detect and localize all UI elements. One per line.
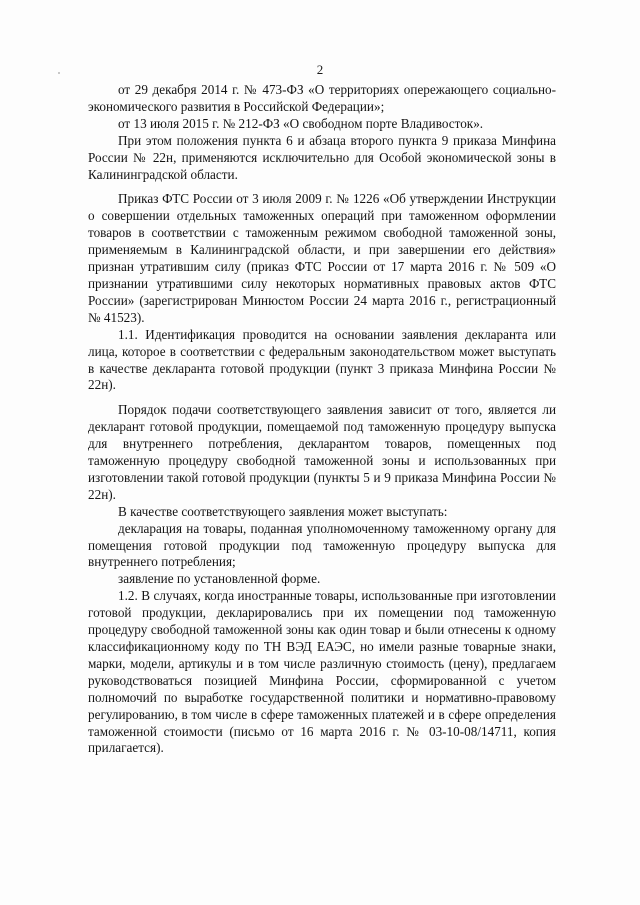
paragraph-law-473: от 29 декабря 2014 г. № 473-ФЗ «О территориях опережающего социально-экономического развития в Российской Федерации»; (88, 82, 556, 114)
paragraph-special-zone: При этом положения пункта 6 и абзаца второго пункта 9 приказа Минфина России № 22н, применяются исключительно для Особой экономической зоны в Калининградской области. (88, 132, 556, 182)
paragraph-item-1-2: 1.2. В случаях, когда иностранные товары, использованные при изготовлении готовой продукции, декларировались при их помещении под таможенную процедуру свободной таможенной зоны как один товар и были отнесены к одному классификационному коду по ТН ВЭД ЕАЭС, но имели разные товарные знаки, марки, модели, артикулы и в том числе различную стоимость (цену), предлагаем руководствоваться позицией Минфина России, сформированной с учетом полномочий по выработке государственной политики и нормативно-правовому регулированию, в том числе в сфере таможенных платежей и в сфере определения таможенной стоимости (письмо от 16 марта 2016 г. № 03-10-08/14711, копия прилагается). (88, 588, 556, 756)
paragraph-goods-declaration: декларация на товары, поданная уполномоченному таможенному органу для помещения готовой продукции под таможенную процедуру выпуска для внутреннего потребления; (88, 520, 556, 570)
paragraph-fts-order: Приказ ФТС России от 3 июля 2009 г. № 1226 «Об утверждении Инструкции о совершении отдельных таможенных операций при таможенном оформлении товаров в соответствии с таможенным режимом свободной таможенной зоны, применяемым в Калининградской области, и при завершении его действия» признан утратившим силу (приказ ФТС России от 17 марта 2016 г. № 509 «О признании утратившими силу некоторых нормативных правовых актов ФТС России» (зарегистрирован Минюстом России 24 марта 2016 г., регистрационный № 41523). (88, 191, 556, 325)
paragraph-established-form: заявление по установленной форме. (118, 571, 321, 587)
paragraph-identification: 1.1. Идентификация проводится на основании заявления декларанта или лица, которое в соответствии с федеральным законодательством может выступать в качестве декларанта готовой продукции (пункт 3 приказа Минфина России № 22н). (88, 326, 556, 393)
paragraph-statement-intro: В качестве соответствующего заявления может выступать: (118, 503, 448, 519)
document-body (88, 82, 556, 757)
page-number: 2 (316, 62, 324, 77)
paragraph-submission-order: Порядок подачи соответствующего заявления зависит от того, является ли декларант готовой продукции, помещаемой под таможенную процедуру выпуска для внутреннего потребления, декларантом товаров, помещенных под таможенную процедуру свободной таможенной зоны и использованных при изготовлении такой готовой продукции (пункты 5 и 9 приказа Минфина России № 22н). (88, 402, 556, 502)
paragraph-law-212: от 13 июля 2015 г. № 212-ФЗ «О свободном порте Владивосток». (118, 115, 484, 131)
